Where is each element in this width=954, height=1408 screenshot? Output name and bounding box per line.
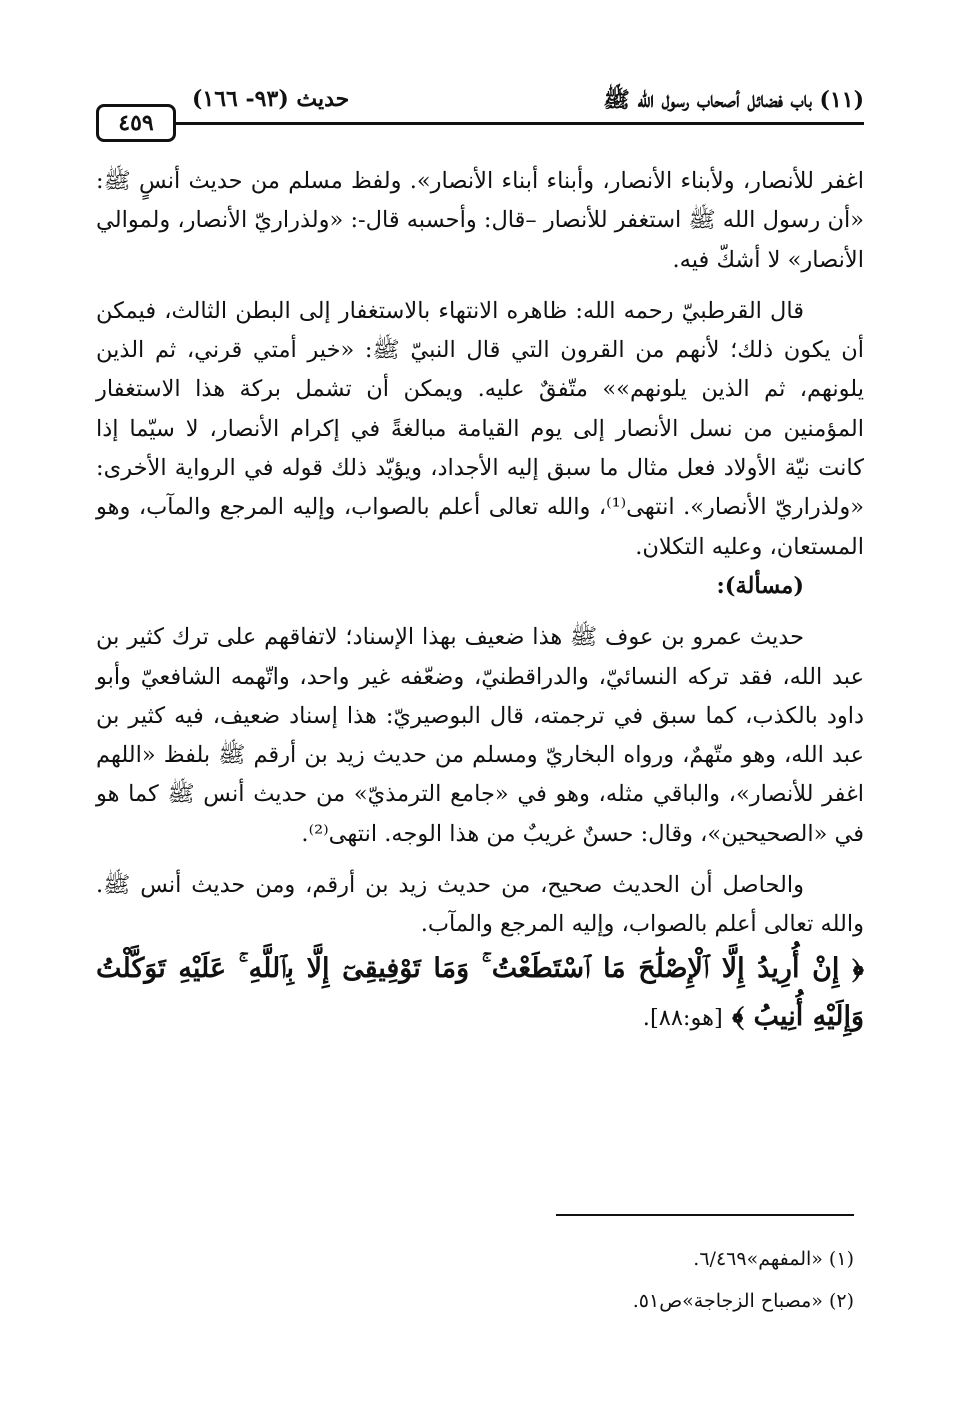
paragraph-1: اغفر للأنصار، ولأبناء الأنصار، وأبناء أبناء الأنصار». ولفظ مسلم من حديث أنسٍ ﷺ: «أن رسول الله ﷺ استغفر للأنصار –قال: وأحسبه قال-: «ولذراريّ الأنصار، ولموالي الأنصار» لا أشكّ فيه.: [96, 168, 864, 273]
page-header: [96, 82, 864, 142]
paragraph-2: قال القرطبيّ رحمه الله: ظاهره الانتهاء بالاستغفار إلى البطن الثالث، فيمكن أن يكون ذلك؛ لأنهم من القرون التي قال النبيّ ﷺ: «خير أمتي قرني، ثم الذين يلونهم، ثم الذين يلونهم»» متّفقٌ عليه. ويمكن أن تشمل بركة هذا الاستغفار المؤمنين من نسل الأنصار إلى يوم القيامة مبالغةً في إكرام الأنصار، لا سيّما إذا كانت نيّة الأولاد فعل مثال ما سبق إليه الأجداد، ويؤيّد ذلك قوله في الرواية الأخرى: «ولذراريّ الأنصار». انتهى⁽¹⁾، والله تعالى أعلم بالصواب، وإليه المرجع والمآب، وهو المستعان، وعليه التكلان.: [96, 297, 864, 560]
footnote-2: (٢) «مصباح الزجاجة»ص٥١.: [632, 1290, 854, 1312]
footnote-1: (١) «المفهم»٦/٤٦٩.: [693, 1248, 854, 1270]
footnotes: [96, 1238, 854, 1322]
footnote-rule: [556, 1214, 854, 1216]
header-rule: [96, 122, 864, 125]
section-heading: (مسألة):: [716, 572, 804, 599]
page-number: ٤٥٩: [96, 104, 176, 142]
hadith-range: حديث (٩٣- ١٦٦): [192, 86, 350, 112]
quran-reference: [هو:٨٨].: [642, 1004, 723, 1031]
paragraph-3: حديث عمرو بن عوف ﷺ هذا ضعيف بهذا الإسناد؛ لاتفاقهم على ترك كثير بن عبد الله، فقد تركه النسائيّ، والدراقطنيّ، وضعّفه غير واحد، واتّهمه الشافعيّ وأبو داود بالكذب، كما سبق في ترجمته، قال البوصيريّ: هذا إسناد ضعيف، فيه كثير بن عبد الله، وهو متّهمٌ، ورواه البخاريّ ومسلم من حديث زيد بن أرقم ﷺ بلفظ «اللهم اغفر للأنصار»، والباقي مثله، وهو في «جامع الترمذيّ» من حديث أنس ﷺ كما هو في «الصحيحين»، وقال: حسنٌ غريبٌ من هذا الوجه. انتهى⁽²⁾.: [96, 624, 864, 847]
paragraph-4: والحاصل أن الحديث صحيح، من حديث زيد بن أرقم، ومن حديث أنس ﷺ. والله تعالى أعلم بالصواب، وإليه المرجع والمآب.: [96, 872, 864, 938]
quran-verse: [96, 945, 864, 1042]
main-text: [96, 162, 864, 1042]
chapter-title: (١١) باب فضائل أصحاب رسول الله ﷺ: [603, 87, 864, 113]
quran-text: ﴿ إِنْ أُرِيدُ إِلَّا ٱلْإِصْلَٰحَ مَا ٱسْتَطَعْتُ ۚ وَمَا تَوْفِيقِىٓ إِلَّا بِٱللَّهِ ۚ عَلَيْهِ تَوَكَّلْتُ وَإِلَيْهِ أُنِيبُ ﴾: [96, 952, 864, 1032]
